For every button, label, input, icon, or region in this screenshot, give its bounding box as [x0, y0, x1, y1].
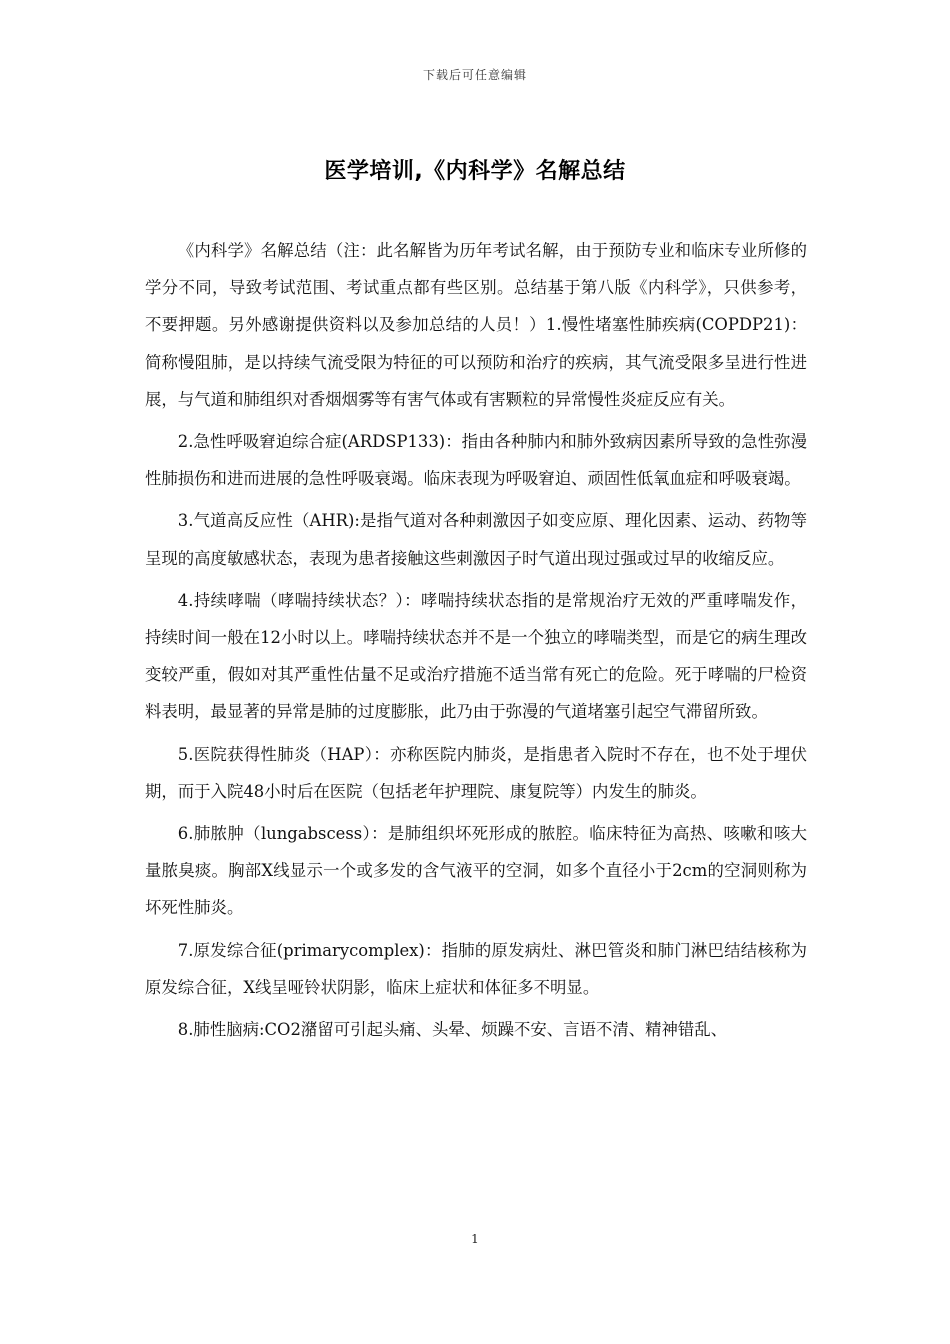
paragraph-status-asthmaticus: 4.持续哮喘（哮喘持续状态？）：哮喘持续状态指的是常规治疗无效的严重哮喘发作，持续时间一般在12小时以上。哮喘持续状态并不是一个独立的哮喘类型，而是它的病生理改变较严重，假如对其严重性估量不足或治疗措施不适当常有死亡的危险。死于哮喘的尸检资料表明，最显著的异常是肺的过度膨胀，此乃由于弥漫的气道堵塞引起空气滞留所致。	[145, 590, 807, 722]
paragraph-ards: 2.急性呼吸窘迫综合症(ARDSP133)：指由各种肺内和肺外致病因素所导致的急性弥漫性肺损伤和进而进展的急性呼吸衰竭。临床表现为呼吸窘迫、顽固性低氧血症和呼吸衰竭。	[145, 432, 807, 489]
paragraph-pulmonary-encephalopathy: 8.肺性脑病:CO2潴留可引起头痛、头晕、烦躁不安、言语不清、精神错乱、	[177, 1020, 728, 1040]
paragraph-hap: 5.医院获得性肺炎（HAP）：亦称医院内肺炎，是指患者入院时不存在，也不处于埋伏期，而于入院48小时后在医院（包括老年护理院、康复院等）内发生的肺炎。	[145, 744, 807, 801]
paragraph-intro-copd: 《内科学》名解总结（注：此名解皆为历年考试名解，由于预防专业和临床专业所修的学分不同，导致考试范围、考试重点都有些区别。总结基于第八版《内科学》，只供参考，不要押题。另外感谢提供资料以及参加总结的人员！）1.慢性堵塞性肺疾病(COPDP21)：简称慢阻肺，是以持续气流受限为特征的可以预防和治疗的疾病，其气流受限多呈进行性进展，与气道和肺组织对香烟烟雾等有害气体或有害颗粒的异常慢性炎症反应有关。	[145, 241, 807, 409]
paragraph-ahr: 3.气道高反应性（AHR):是指气道对各种刺激因子如变应原、理化因素、运动、药物等呈现的高度敏感状态，表现为患者接触这些刺激因子时气道出现过强或过早的收缩反应。	[145, 511, 807, 568]
paragraph-lung-abscess: 6.肺脓肿（lungabscess）：是肺组织坏死形成的脓腔。临床特征为高热、咳嗽和咳大量脓臭痰。胸部X线显示一个或多发的含气液平的空洞，如多个直径小于2cm的空洞则称为坏死性肺炎。	[145, 824, 807, 918]
paragraph-primary-complex: 7.原发综合征(primarycomplex)：指肺的原发病灶、淋巴管炎和肺门淋巴结结核称为原发综合征，X线呈哑铃状阴影，临床上症状和体征多不明显。	[145, 940, 807, 997]
header-note: 下载后可任意编辑	[422, 68, 527, 82]
page-number: 1	[471, 1232, 479, 1246]
document-body	[145, 232, 807, 1053]
document-title: 医学培训,《内科学》名解总结	[324, 159, 626, 184]
